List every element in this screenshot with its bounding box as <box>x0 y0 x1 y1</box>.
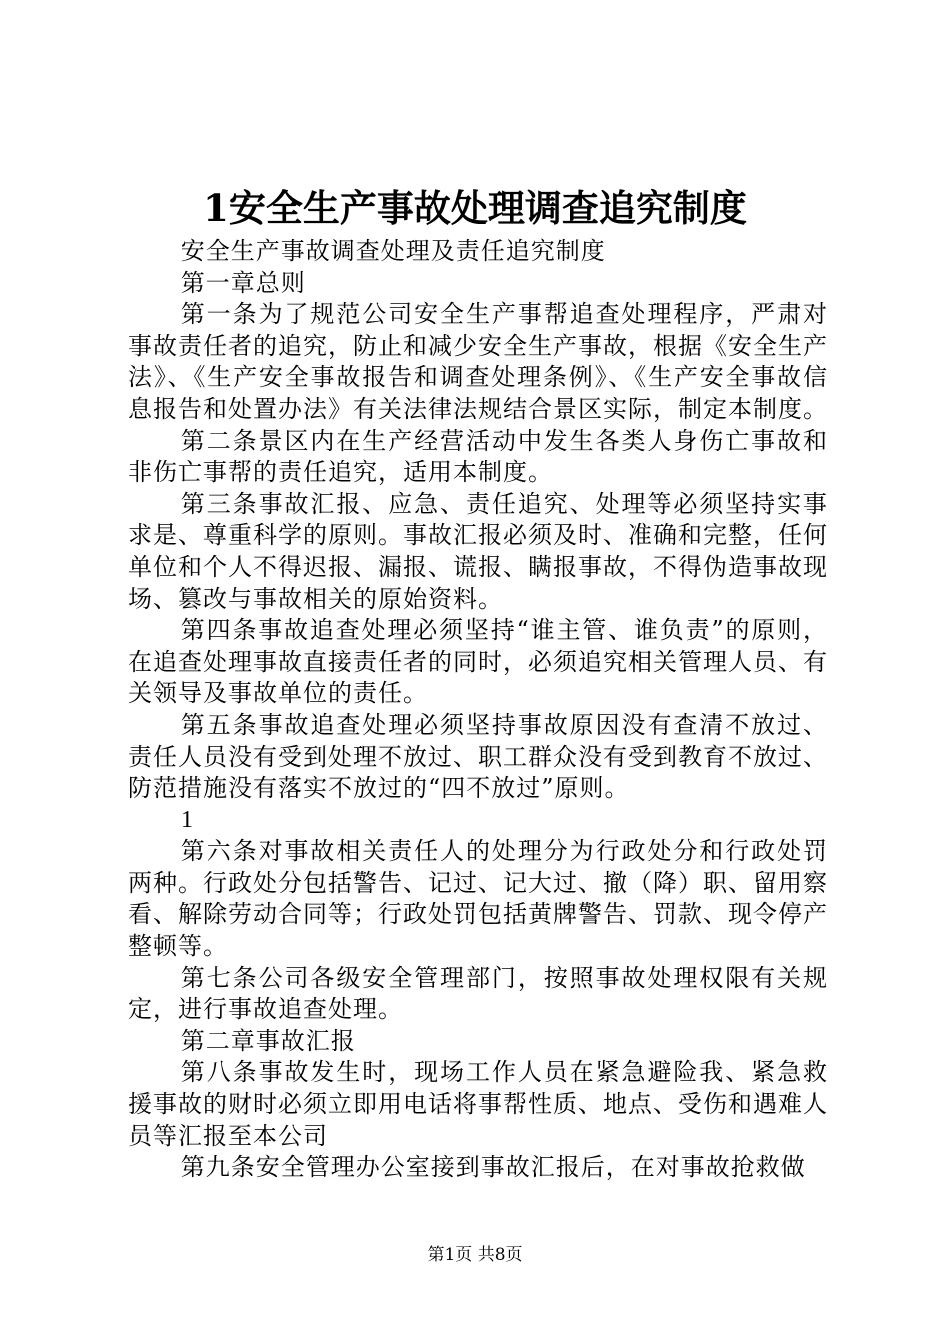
article-9: 第九条安全管理办公室接到事故汇报后，在对事故抢救做 <box>180 1153 806 1182</box>
document-title: 1安全生产事故处理调查追究制度 <box>203 186 747 230</box>
article-4: 第四条事故追查处理必须坚持“谁主管、谁负责”的原则，在追查处理事故直接责任者的同时，必须追究相关管理人员、有关领导及事故单位的责任。 <box>128 616 828 708</box>
chapter-heading-1: 第一章总则 <box>180 268 306 297</box>
document-body <box>128 236 828 1184</box>
article-2: 第二条景区内在生产经营活动中发生各类人身伤亡事故和非伤亡事帮的责任追究，适用本制度。 <box>128 426 828 487</box>
page-footer: 第1页 共8页 <box>427 1245 523 1265</box>
article-7: 第七条公司各级安全管理部门，按照事故处理权限有关规定，进行事故追查处理。 <box>128 963 828 1024</box>
document-subtitle: 安全生产事故调查处理及责任追究制度 <box>180 237 606 265</box>
article-8: 第八条事故发生时，现场工作人员在紧急避险我、紧急救援事故的财时必须立即用电话将事帮性质、地点、受伤和遇难人员等汇报至本公司 <box>128 1058 828 1150</box>
chapter-heading-2: 第二章事故汇报 <box>180 1026 356 1055</box>
article-5: 第五条事故追查处理必须坚持事故原因没有查清不放过、责任人员没有受到处理不放过、职工群众没有受到教育不放过、防范措施没有落实不放过的“四不放过”原则。 <box>128 710 828 803</box>
article-6: 第六条对事故相关责任人的处理分为行政处分和行政处罚两种。行政处分包括警告、记过、记大过、撤（降）职、留用察看、解除劳动合同等；行政处罚包括黄牌警告、罚款、现令停产整顿等。 <box>128 837 828 961</box>
article-3: 第三条事故汇报、应急、责任追究、处理等必须坚持实事求是、尊重科学的原则。事故汇报必须及时、准确和完整，任何单位和个人不得迟报、漏报、谎报、瞒报事故，不得伪造事故现场、篡改与事故相关的原始资料。 <box>128 489 828 613</box>
article-1: 第一条为了规范公司安全生产事帮追查处理程序，严肃对事故责任者的追究，防止和减少安全生产事故，根据《安全生产法》、《生产安全事故报告和调查处理条例》、《生产安全事故信息报告和处置办法》有关法律法规结合景区实际，制定本制度。 <box>128 300 828 423</box>
inline-page-number: 1 <box>181 806 193 833</box>
